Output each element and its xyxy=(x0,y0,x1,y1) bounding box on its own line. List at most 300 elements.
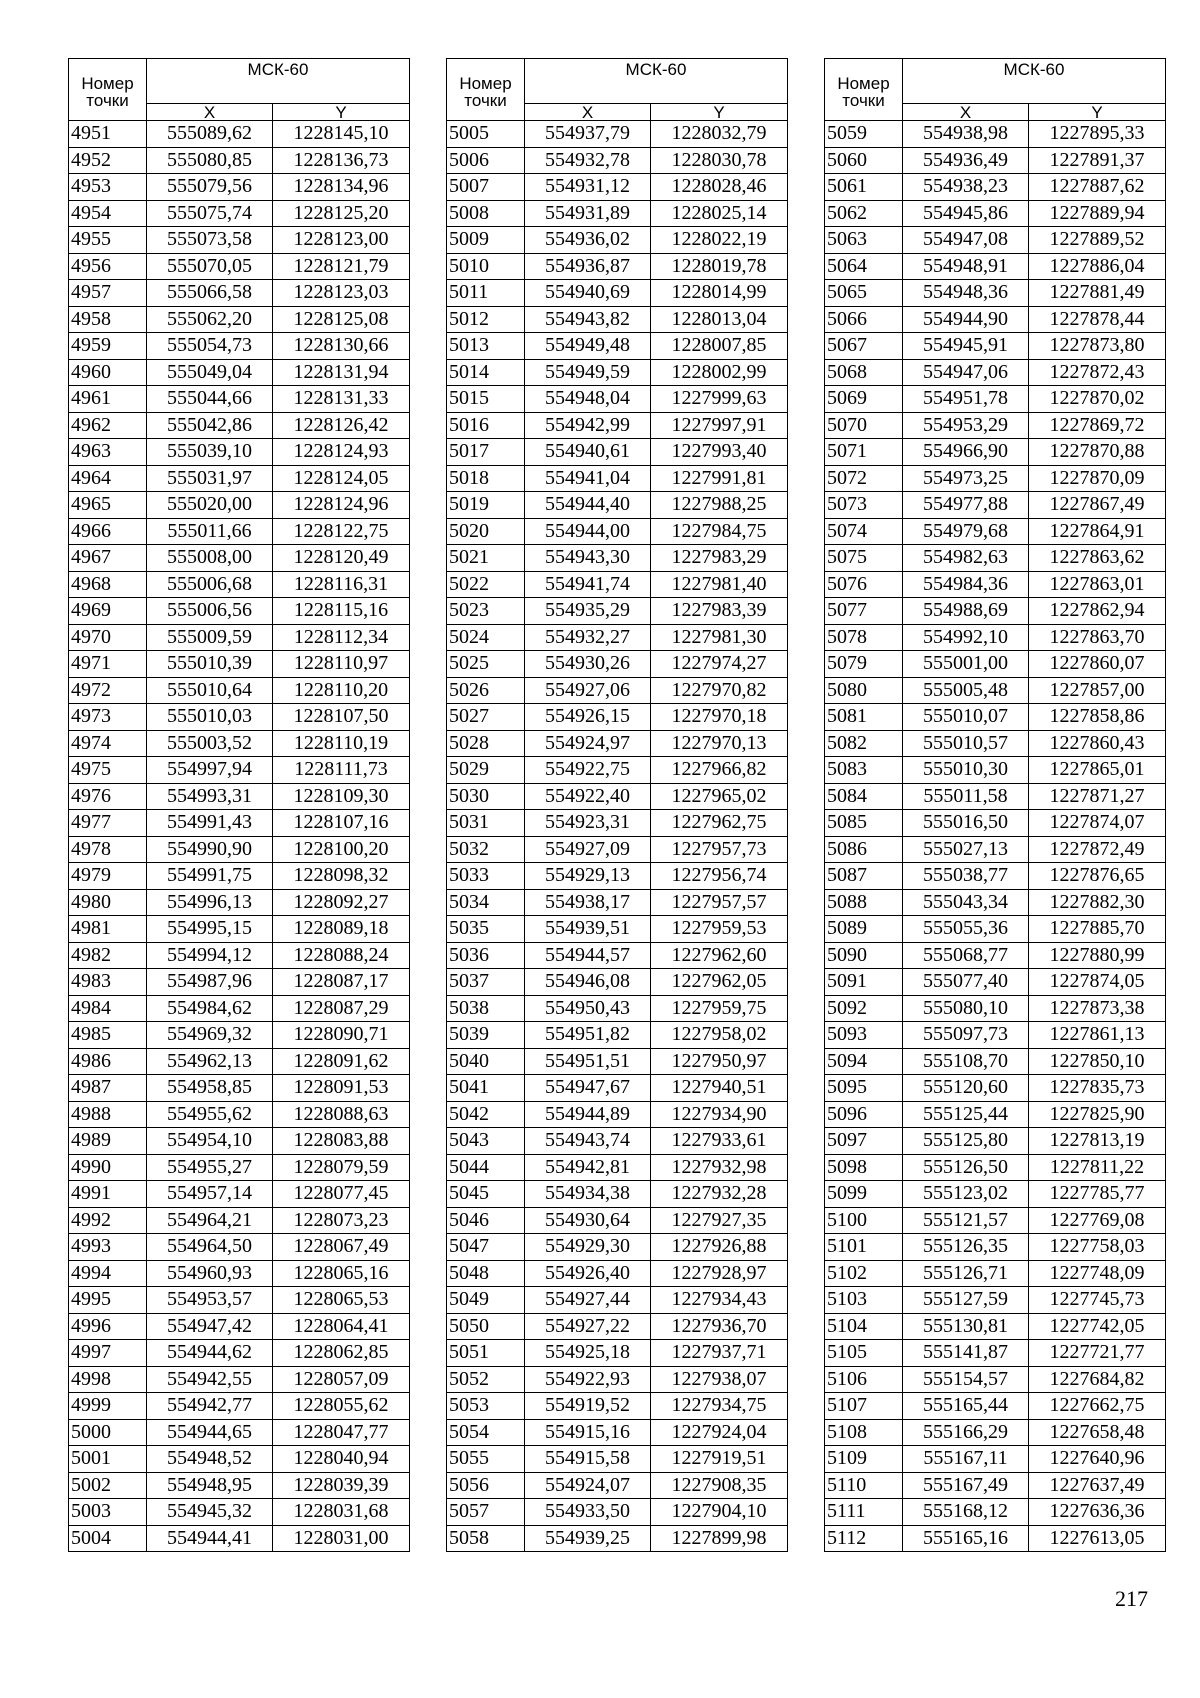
y-coordinate-cell: 1227887,62 xyxy=(1029,174,1166,201)
table-row xyxy=(825,412,1166,439)
point-number-cell: 4953 xyxy=(69,174,147,201)
table-row xyxy=(447,174,788,201)
point-number-cell: 4975 xyxy=(69,757,147,784)
point-number-cell: 5014 xyxy=(447,359,525,386)
y-coordinate-cell: 1227867,49 xyxy=(1029,492,1166,519)
y-coordinate-cell: 1227981,40 xyxy=(651,571,788,598)
x-coordinate-cell: 555075,74 xyxy=(147,200,273,227)
point-number-cell: 4999 xyxy=(69,1393,147,1420)
point-number-cell: 5092 xyxy=(825,995,903,1022)
y-coordinate-cell: 1227869,72 xyxy=(1029,412,1166,439)
x-coordinate-cell: 554994,12 xyxy=(147,942,273,969)
table-row xyxy=(69,1181,410,1208)
table-row xyxy=(825,1313,1166,1340)
y-coordinate-cell: 1227636,36 xyxy=(1029,1499,1166,1526)
coordinate-system-header: МСК-60 xyxy=(903,59,1166,104)
point-number-cell: 4988 xyxy=(69,1101,147,1128)
x-coordinate-cell: 554948,95 xyxy=(147,1472,273,1499)
x-coordinate-cell: 554953,57 xyxy=(147,1287,273,1314)
x-coordinate-cell: 555031,97 xyxy=(147,465,273,492)
table-row xyxy=(69,757,410,784)
x-coordinate-cell: 554982,63 xyxy=(903,545,1029,572)
x-coordinate-cell: 554944,41 xyxy=(147,1525,273,1552)
y-coordinate-cell: 1227950,97 xyxy=(651,1048,788,1075)
table-row xyxy=(825,969,1166,996)
x-coordinate-cell: 554946,08 xyxy=(525,969,651,996)
y-coordinate-cell: 1227882,30 xyxy=(1029,889,1166,916)
x-coordinate-cell: 555043,34 xyxy=(903,889,1029,916)
y-coordinate-cell: 1227684,82 xyxy=(1029,1366,1166,1393)
table-row xyxy=(825,280,1166,307)
point-number-cell: 5088 xyxy=(825,889,903,916)
x-coordinate-cell: 555009,59 xyxy=(147,624,273,651)
point-number-label: Номер точки xyxy=(81,73,134,110)
x-coordinate-cell: 554951,78 xyxy=(903,386,1029,413)
table-row xyxy=(825,1154,1166,1181)
table-row xyxy=(69,492,410,519)
table-row xyxy=(69,783,410,810)
x-coordinate-cell: 554935,29 xyxy=(525,598,651,625)
y-coordinate-cell: 1228130,66 xyxy=(273,333,410,360)
table-row xyxy=(69,730,410,757)
y-coordinate-cell: 1227970,82 xyxy=(651,677,788,704)
point-number-cell: 5039 xyxy=(447,1022,525,1049)
x-coordinate-cell: 555080,10 xyxy=(903,995,1029,1022)
table-row xyxy=(69,704,410,731)
table-row xyxy=(69,1419,410,1446)
table-row xyxy=(825,253,1166,280)
table-row xyxy=(69,280,410,307)
table-row xyxy=(69,359,410,386)
y-coordinate-cell: 1228032,79 xyxy=(651,121,788,148)
table-row xyxy=(69,1525,410,1552)
y-coordinate-cell: 1228116,31 xyxy=(273,571,410,598)
y-coordinate-cell: 1227870,02 xyxy=(1029,386,1166,413)
table-row xyxy=(447,227,788,254)
table-row xyxy=(825,1260,1166,1287)
y-coordinate-cell: 1228131,94 xyxy=(273,359,410,386)
y-coordinate-cell: 1228092,27 xyxy=(273,889,410,916)
point-number-cell: 5077 xyxy=(825,598,903,625)
point-number-cell: 5066 xyxy=(825,306,903,333)
table-row xyxy=(825,200,1166,227)
y-coordinate-cell: 1228079,59 xyxy=(273,1154,410,1181)
y-coordinate-cell: 1227825,90 xyxy=(1029,1101,1166,1128)
x-coordinate-cell: 554945,86 xyxy=(903,200,1029,227)
table-row xyxy=(447,1472,788,1499)
point-number-cell: 4985 xyxy=(69,1022,147,1049)
y-coordinate-cell: 1228047,77 xyxy=(273,1419,410,1446)
point-number-cell: 4962 xyxy=(69,412,147,439)
x-coordinate-cell: 554966,90 xyxy=(903,439,1029,466)
x-coordinate-cell: 555165,16 xyxy=(903,1525,1029,1552)
point-number-cell: 5009 xyxy=(447,227,525,254)
x-coordinate-cell: 554924,07 xyxy=(525,1472,651,1499)
table-row xyxy=(447,1499,788,1526)
y-coordinate-cell: 1228089,18 xyxy=(273,916,410,943)
y-coordinate-cell: 1227870,88 xyxy=(1029,439,1166,466)
point-number-cell: 5037 xyxy=(447,969,525,996)
x-coordinate-cell: 554960,93 xyxy=(147,1260,273,1287)
table-row xyxy=(825,1419,1166,1446)
table-row xyxy=(825,518,1166,545)
table-row xyxy=(447,386,788,413)
table-row xyxy=(447,412,788,439)
table-row xyxy=(447,571,788,598)
table-row xyxy=(447,651,788,678)
point-number-cell: 4973 xyxy=(69,704,147,731)
point-number-cell: 4967 xyxy=(69,545,147,572)
x-coordinate-cell: 555066,58 xyxy=(147,280,273,307)
point-number-cell: 4990 xyxy=(69,1154,147,1181)
point-number-cell: 5091 xyxy=(825,969,903,996)
y-coordinate-cell: 1227889,94 xyxy=(1029,200,1166,227)
point-number-cell: 5065 xyxy=(825,280,903,307)
table-row xyxy=(447,1366,788,1393)
table-row xyxy=(447,1419,788,1446)
y-coordinate-cell: 1227865,01 xyxy=(1029,757,1166,784)
point-number-cell: 5073 xyxy=(825,492,903,519)
point-number-cell: 4965 xyxy=(69,492,147,519)
point-number-cell: 4992 xyxy=(69,1207,147,1234)
point-number-cell: 4979 xyxy=(69,863,147,890)
y-coordinate-cell: 1227928,97 xyxy=(651,1260,788,1287)
x-coordinate-cell: 554929,30 xyxy=(525,1234,651,1261)
y-coordinate-cell: 1227861,13 xyxy=(1029,1022,1166,1049)
y-coordinate-cell: 1227993,40 xyxy=(651,439,788,466)
y-coordinate-cell: 1228136,73 xyxy=(273,147,410,174)
x-coordinate-cell: 554926,40 xyxy=(525,1260,651,1287)
point-number-cell: 5069 xyxy=(825,386,903,413)
point-number-cell: 4964 xyxy=(69,465,147,492)
table-row xyxy=(69,1234,410,1261)
y-coordinate-cell: 1227813,19 xyxy=(1029,1128,1166,1155)
point-number-cell: 5019 xyxy=(447,492,525,519)
table-row xyxy=(447,810,788,837)
x-coordinate-cell: 554939,51 xyxy=(525,916,651,943)
x-column-header: X xyxy=(525,104,651,121)
table-row xyxy=(69,651,410,678)
table-row xyxy=(825,1101,1166,1128)
y-coordinate-cell: 1227874,07 xyxy=(1029,810,1166,837)
point-number-cell: 5029 xyxy=(447,757,525,784)
y-column-header: Y xyxy=(1029,104,1166,121)
y-coordinate-cell: 1227850,10 xyxy=(1029,1048,1166,1075)
point-number-cell: 5030 xyxy=(447,783,525,810)
y-coordinate-cell: 1227958,02 xyxy=(651,1022,788,1049)
table-row xyxy=(447,1048,788,1075)
table-row xyxy=(69,836,410,863)
point-number-cell: 4968 xyxy=(69,571,147,598)
y-coordinate-cell: 1227874,05 xyxy=(1029,969,1166,996)
y-coordinate-cell: 1227873,80 xyxy=(1029,333,1166,360)
table-row xyxy=(447,1234,788,1261)
point-number-cell: 5015 xyxy=(447,386,525,413)
y-coordinate-cell: 1227769,08 xyxy=(1029,1207,1166,1234)
y-coordinate-cell: 1227721,77 xyxy=(1029,1340,1166,1367)
table-row xyxy=(69,1207,410,1234)
point-number-cell: 5021 xyxy=(447,545,525,572)
point-number-cell: 5049 xyxy=(447,1287,525,1314)
table-row xyxy=(447,545,788,572)
y-coordinate-cell: 1228110,19 xyxy=(273,730,410,757)
point-number-cell: 5097 xyxy=(825,1128,903,1155)
y-coordinate-cell: 1228073,23 xyxy=(273,1207,410,1234)
table-row xyxy=(447,1287,788,1314)
point-number-cell: 5044 xyxy=(447,1154,525,1181)
table-row xyxy=(447,836,788,863)
point-number-cell: 5093 xyxy=(825,1022,903,1049)
y-coordinate-cell: 1228031,68 xyxy=(273,1499,410,1526)
y-coordinate-cell: 1227742,05 xyxy=(1029,1313,1166,1340)
y-coordinate-cell: 1228125,20 xyxy=(273,200,410,227)
table-row xyxy=(69,1260,410,1287)
point-number-cell: 5006 xyxy=(447,147,525,174)
x-coordinate-cell: 555167,11 xyxy=(903,1446,1029,1473)
y-coordinate-cell: 1228022,19 xyxy=(651,227,788,254)
point-number-cell: 5056 xyxy=(447,1472,525,1499)
x-coordinate-cell: 555005,48 xyxy=(903,677,1029,704)
table-row xyxy=(69,889,410,916)
table-row xyxy=(69,677,410,704)
point-number-cell: 5076 xyxy=(825,571,903,598)
table-row xyxy=(69,386,410,413)
x-coordinate-cell: 554941,04 xyxy=(525,465,651,492)
coordinate-system-header: МСК-60 xyxy=(525,59,788,104)
x-coordinate-cell: 555073,58 xyxy=(147,227,273,254)
point-number-cell: 5020 xyxy=(447,518,525,545)
y-coordinate-cell: 1227962,05 xyxy=(651,969,788,996)
point-number-cell: 5084 xyxy=(825,783,903,810)
point-number-cell: 5059 xyxy=(825,121,903,148)
x-coordinate-cell: 554992,10 xyxy=(903,624,1029,651)
table-row xyxy=(825,1181,1166,1208)
point-number-cell: 5085 xyxy=(825,810,903,837)
x-coordinate-cell: 555010,03 xyxy=(147,704,273,731)
x-coordinate-cell: 554948,91 xyxy=(903,253,1029,280)
y-coordinate-cell: 1227970,18 xyxy=(651,704,788,731)
x-coordinate-cell: 554969,32 xyxy=(147,1022,273,1049)
y-coordinate-cell: 1227974,27 xyxy=(651,651,788,678)
point-number-cell: 5053 xyxy=(447,1393,525,1420)
y-coordinate-cell: 1227863,62 xyxy=(1029,545,1166,572)
y-coordinate-cell: 1228126,42 xyxy=(273,412,410,439)
table-row xyxy=(447,757,788,784)
y-coordinate-cell: 1228110,97 xyxy=(273,651,410,678)
y-coordinate-cell: 1227858,86 xyxy=(1029,704,1166,731)
point-number-cell: 5057 xyxy=(447,1499,525,1526)
point-number-cell: 4952 xyxy=(69,147,147,174)
x-coordinate-cell: 555010,30 xyxy=(903,757,1029,784)
point-number-cell: 5087 xyxy=(825,863,903,890)
table-row xyxy=(69,1048,410,1075)
x-coordinate-cell: 554997,94 xyxy=(147,757,273,784)
x-coordinate-cell: 554962,13 xyxy=(147,1048,273,1075)
point-number-cell: 4976 xyxy=(69,783,147,810)
point-number-cell: 5063 xyxy=(825,227,903,254)
table-row xyxy=(825,651,1166,678)
table-row xyxy=(69,333,410,360)
x-coordinate-cell: 554922,40 xyxy=(525,783,651,810)
table-row xyxy=(69,412,410,439)
table-row xyxy=(447,1525,788,1552)
y-coordinate-cell: 1228109,30 xyxy=(273,783,410,810)
y-coordinate-cell: 1227999,63 xyxy=(651,386,788,413)
point-number-cell: 5052 xyxy=(447,1366,525,1393)
point-number-cell: 5033 xyxy=(447,863,525,890)
point-number-cell: 5024 xyxy=(447,624,525,651)
table-row xyxy=(69,1128,410,1155)
x-coordinate-cell: 555125,80 xyxy=(903,1128,1029,1155)
point-number-cell: 5079 xyxy=(825,651,903,678)
y-coordinate-cell: 1228107,50 xyxy=(273,704,410,731)
point-number-cell: 4986 xyxy=(69,1048,147,1075)
point-number-cell: 5106 xyxy=(825,1366,903,1393)
y-coordinate-cell: 1228125,08 xyxy=(273,306,410,333)
point-number-cell: 5080 xyxy=(825,677,903,704)
y-coordinate-cell: 1228091,62 xyxy=(273,1048,410,1075)
y-coordinate-cell: 1227860,43 xyxy=(1029,730,1166,757)
y-coordinate-cell: 1228120,49 xyxy=(273,545,410,572)
table-row xyxy=(69,1499,410,1526)
table-row xyxy=(825,1234,1166,1261)
table-row xyxy=(447,306,788,333)
y-coordinate-cell: 1227891,37 xyxy=(1029,147,1166,174)
x-coordinate-cell: 554944,00 xyxy=(525,518,651,545)
table-row xyxy=(447,280,788,307)
table-row xyxy=(447,1393,788,1420)
point-number-cell: 5109 xyxy=(825,1446,903,1473)
point-number-cell: 5071 xyxy=(825,439,903,466)
point-number-cell: 4958 xyxy=(69,306,147,333)
point-number-cell: 5011 xyxy=(447,280,525,307)
table-row xyxy=(447,1101,788,1128)
x-coordinate-cell: 555011,58 xyxy=(903,783,1029,810)
point-number-cell: 4995 xyxy=(69,1287,147,1314)
y-coordinate-cell: 1227885,70 xyxy=(1029,916,1166,943)
x-coordinate-cell: 555125,44 xyxy=(903,1101,1029,1128)
table-row xyxy=(447,465,788,492)
x-coordinate-cell: 554931,12 xyxy=(525,174,651,201)
x-coordinate-cell: 555089,62 xyxy=(147,121,273,148)
y-coordinate-cell: 1228019,78 xyxy=(651,253,788,280)
point-number-cell: 5008 xyxy=(447,200,525,227)
y-coordinate-cell: 1227988,25 xyxy=(651,492,788,519)
x-coordinate-cell: 555042,86 xyxy=(147,412,273,439)
point-number-cell: 5047 xyxy=(447,1234,525,1261)
table-row xyxy=(825,174,1166,201)
table-row xyxy=(825,1366,1166,1393)
y-coordinate-cell: 1227956,74 xyxy=(651,863,788,890)
x-coordinate-cell: 554943,82 xyxy=(525,306,651,333)
point-number-cell: 4991 xyxy=(69,1181,147,1208)
x-coordinate-cell: 555165,44 xyxy=(903,1393,1029,1420)
x-coordinate-cell: 554936,02 xyxy=(525,227,651,254)
y-coordinate-cell: 1227745,73 xyxy=(1029,1287,1166,1314)
table-row xyxy=(825,121,1166,148)
x-coordinate-cell: 554955,62 xyxy=(147,1101,273,1128)
point-number-cell: 4989 xyxy=(69,1128,147,1155)
x-coordinate-cell: 554944,40 xyxy=(525,492,651,519)
x-coordinate-cell: 555010,39 xyxy=(147,651,273,678)
y-coordinate-cell: 1228122,75 xyxy=(273,518,410,545)
point-number-cell: 4978 xyxy=(69,836,147,863)
x-coordinate-cell: 554924,97 xyxy=(525,730,651,757)
y-coordinate-cell: 1228145,10 xyxy=(273,121,410,148)
point-number-label: Номер точки xyxy=(459,73,512,110)
y-coordinate-cell: 1227983,29 xyxy=(651,545,788,572)
y-coordinate-cell: 1228055,62 xyxy=(273,1393,410,1420)
x-coordinate-cell: 555010,57 xyxy=(903,730,1029,757)
point-number-cell: 5062 xyxy=(825,200,903,227)
table-row xyxy=(447,969,788,996)
table-row xyxy=(69,465,410,492)
point-number-cell: 4969 xyxy=(69,598,147,625)
point-number-cell: 5110 xyxy=(825,1472,903,1499)
y-coordinate-cell: 1227934,90 xyxy=(651,1101,788,1128)
x-coordinate-cell: 555001,00 xyxy=(903,651,1029,678)
y-coordinate-cell: 1228121,79 xyxy=(273,253,410,280)
y-coordinate-cell: 1227940,51 xyxy=(651,1075,788,1102)
point-number-cell: 5007 xyxy=(447,174,525,201)
point-number-cell: 5104 xyxy=(825,1313,903,1340)
point-number-cell: 5028 xyxy=(447,730,525,757)
x-coordinate-cell: 554944,90 xyxy=(903,306,1029,333)
y-coordinate-cell: 1227908,35 xyxy=(651,1472,788,1499)
y-column-header: Y xyxy=(273,104,410,121)
point-number-cell: 5068 xyxy=(825,359,903,386)
y-coordinate-cell: 1227872,49 xyxy=(1029,836,1166,863)
y-coordinate-cell: 1227860,07 xyxy=(1029,651,1166,678)
point-number-cell: 5112 xyxy=(825,1525,903,1552)
table-row xyxy=(825,147,1166,174)
table-row xyxy=(825,1393,1166,1420)
coordinate-system-header: МСК-60 xyxy=(147,59,410,104)
table-row xyxy=(69,147,410,174)
y-coordinate-cell: 1228025,14 xyxy=(651,200,788,227)
y-coordinate-cell: 1227864,91 xyxy=(1029,518,1166,545)
table-row xyxy=(825,359,1166,386)
table-row xyxy=(447,518,788,545)
x-coordinate-cell: 554934,38 xyxy=(525,1181,651,1208)
point-number-cell: 5032 xyxy=(447,836,525,863)
x-coordinate-cell: 554996,13 xyxy=(147,889,273,916)
table-row xyxy=(825,465,1166,492)
x-coordinate-cell: 555120,60 xyxy=(903,1075,1029,1102)
point-number-cell: 4984 xyxy=(69,995,147,1022)
y-coordinate-cell: 1227895,33 xyxy=(1029,121,1166,148)
table-row xyxy=(825,624,1166,651)
y-coordinate-cell: 1227962,60 xyxy=(651,942,788,969)
point-number-cell: 4963 xyxy=(69,439,147,466)
table-row xyxy=(825,1022,1166,1049)
table-row xyxy=(825,1075,1166,1102)
y-coordinate-cell: 1227748,09 xyxy=(1029,1260,1166,1287)
table-row xyxy=(69,1313,410,1340)
point-number-cell: 5013 xyxy=(447,333,525,360)
x-coordinate-cell: 555038,77 xyxy=(903,863,1029,890)
table-row xyxy=(69,942,410,969)
x-coordinate-cell: 555166,29 xyxy=(903,1419,1029,1446)
table-row xyxy=(825,1472,1166,1499)
point-number-cell: 5101 xyxy=(825,1234,903,1261)
y-coordinate-cell: 1227899,98 xyxy=(651,1525,788,1552)
table-row xyxy=(69,227,410,254)
table-row xyxy=(69,863,410,890)
table-row xyxy=(825,227,1166,254)
x-coordinate-cell: 554936,49 xyxy=(903,147,1029,174)
y-coordinate-cell: 1228134,96 xyxy=(273,174,410,201)
